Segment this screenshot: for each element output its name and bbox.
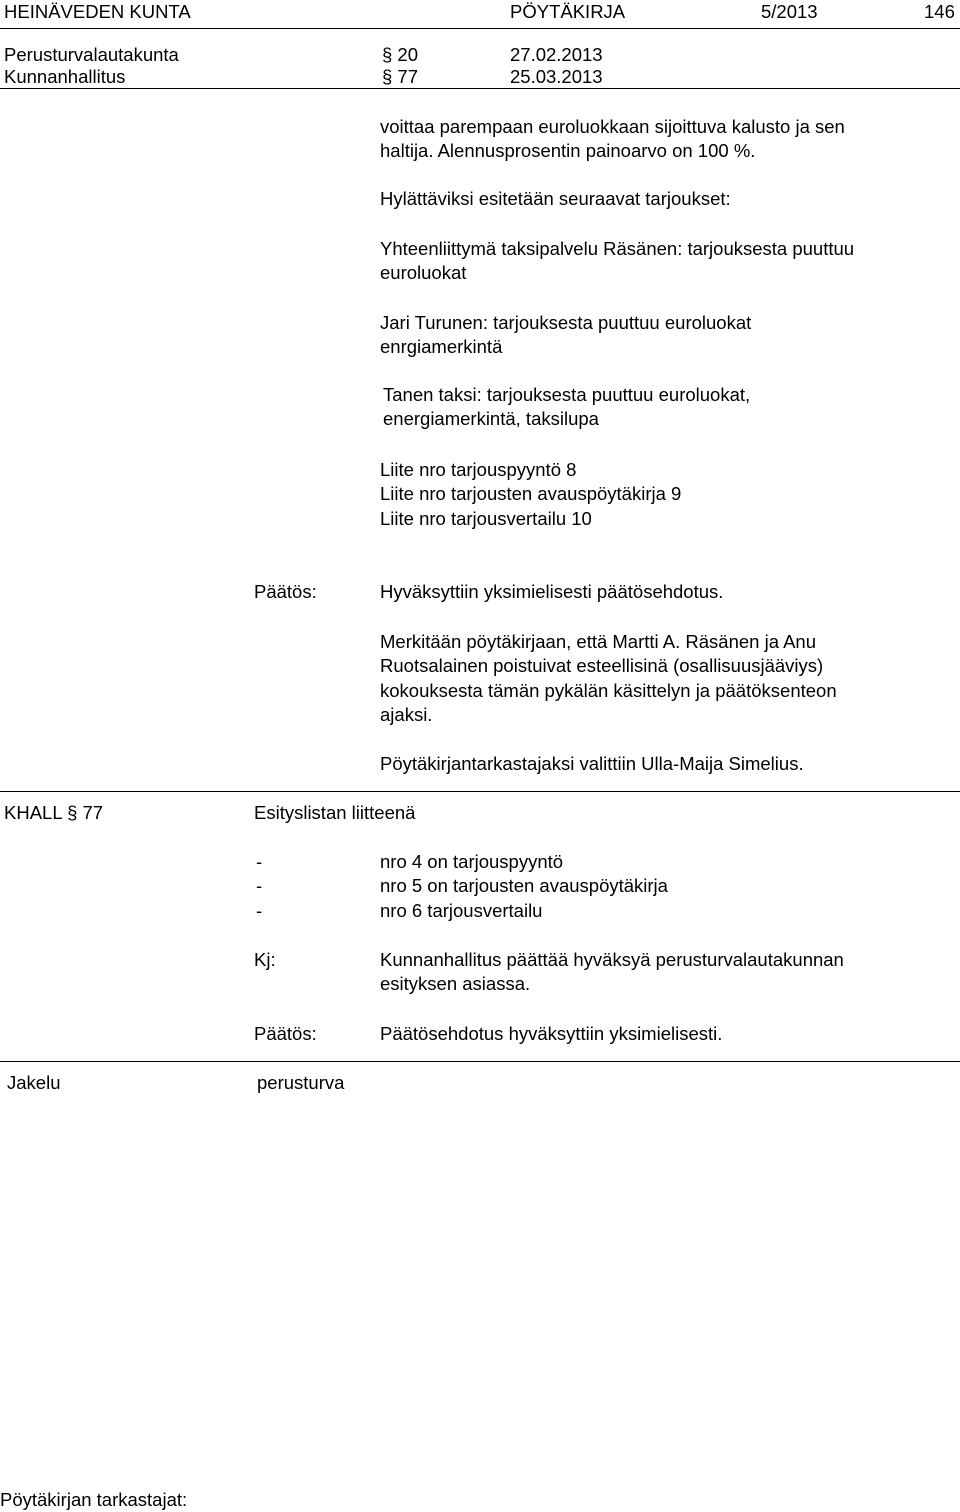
text-line: Jari Turunen: tarjouksesta puuttuu euroluokat: [380, 312, 752, 333]
text-line: Kunnanhallitus päättää hyväksyä perusturvalautakunnan: [380, 949, 844, 970]
text-line: Hylättäviksi esitetään seuraavat tarjoukset:: [380, 188, 731, 209]
agenda-attachment-label: Esityslistan liitteenä: [254, 802, 416, 823]
list-item: [256, 874, 668, 898]
session-section: § 77: [382, 66, 419, 87]
text-line: Ruotsalainen poistuivat esteellisinä (osallisuusjääviys): [380, 655, 824, 677]
proposal-label: Kj:: [254, 949, 276, 970]
text-line: Tanen taksi: tarjouksesta puuttuu euroluokat,: [383, 384, 751, 405]
decision-text: Päätösehdotus hyväksyttiin yksimielisesti.: [380, 1023, 723, 1044]
list-text: nro 6 tarjousvertailu: [380, 899, 543, 921]
attachment-line: Liite nro tarjouspyyntö 8: [380, 459, 577, 480]
text-line: voittaa parempaan euroluokkaan sijoittuva kalusto ja sen: [380, 116, 845, 137]
body-paragraph: [380, 115, 845, 164]
attachment-list: [380, 458, 681, 531]
text-line: ajaksi.: [380, 704, 433, 726]
text-line: energiamerkintä, taksilupa: [383, 408, 599, 430]
header-divider: [0, 28, 960, 29]
inspectors-label: Pöytäkirjan tarkastajat:: [0, 1489, 188, 1510]
text-line: haltija. Alennusprosentin painoarvo on 100 %.: [380, 140, 756, 162]
distribution-divider: [0, 1061, 960, 1062]
session-body: Kunnanhallitus: [4, 66, 126, 87]
decision-label: Päätös:: [254, 581, 317, 602]
body-paragraph: [380, 311, 751, 360]
list-text: nro 5 on tarjousten avauspöytäkirja: [380, 875, 668, 897]
text-line: esityksen asiassa.: [380, 973, 531, 995]
decision-label: Päätös:: [254, 1023, 317, 1044]
text-line: Yhteenliittymä taksipalvelu Räsänen: tarjouksesta puuttuu: [380, 238, 855, 259]
proposal-text: [380, 948, 844, 997]
decision-note: [380, 630, 837, 728]
attachment-line: Liite nro tarjousvertailu 10: [380, 507, 592, 529]
attachment-line: Liite nro tarjousten avauspöytäkirja 9: [380, 483, 682, 505]
session-section: § 20: [382, 44, 419, 65]
text-line: enrgiamerkintä: [380, 336, 503, 358]
section-divider: [0, 791, 960, 792]
list-item: [256, 899, 543, 923]
text-line: Merkitään pöytäkirjaan, että Martti A. Räsänen ja Anu: [380, 631, 817, 652]
body-paragraph: [380, 187, 731, 211]
session-date: 25.03.2013: [510, 66, 603, 87]
session-body: Perusturvalautakunta: [4, 44, 179, 65]
document-type: PÖYTÄKIRJA: [510, 1, 626, 22]
list-dash: -: [256, 851, 263, 872]
body-paragraph: [380, 237, 854, 286]
inspector-note: Pöytäkirjantarkastajaksi valittiin Ulla-Maija Simelius.: [380, 753, 804, 774]
session-divider: [0, 88, 960, 89]
agenda-attachments: [256, 850, 668, 923]
list-dash: -: [256, 899, 263, 921]
decision-text: Hyväksyttiin yksimielisesti päätösehdotus.: [380, 581, 724, 602]
list-item: [256, 850, 564, 874]
list-dash: -: [256, 875, 263, 897]
body-paragraph: [383, 383, 750, 432]
document-number: 5/2013: [761, 1, 818, 22]
municipality-name: HEINÄVEDEN KUNTA: [4, 1, 191, 22]
text-line: euroluokat: [380, 262, 467, 284]
distribution-label: Jakelu: [7, 1072, 61, 1093]
section-reference: KHALL § 77: [4, 802, 104, 823]
page-number: 146: [924, 1, 955, 22]
distribution-value: perusturva: [257, 1072, 345, 1093]
session-date: 27.02.2013: [510, 44, 603, 65]
list-text: nro 4 on tarjouspyyntö: [380, 851, 564, 872]
text-line: kokouksesta tämän pykälän käsittelyn ja päätöksenteon: [380, 679, 837, 701]
